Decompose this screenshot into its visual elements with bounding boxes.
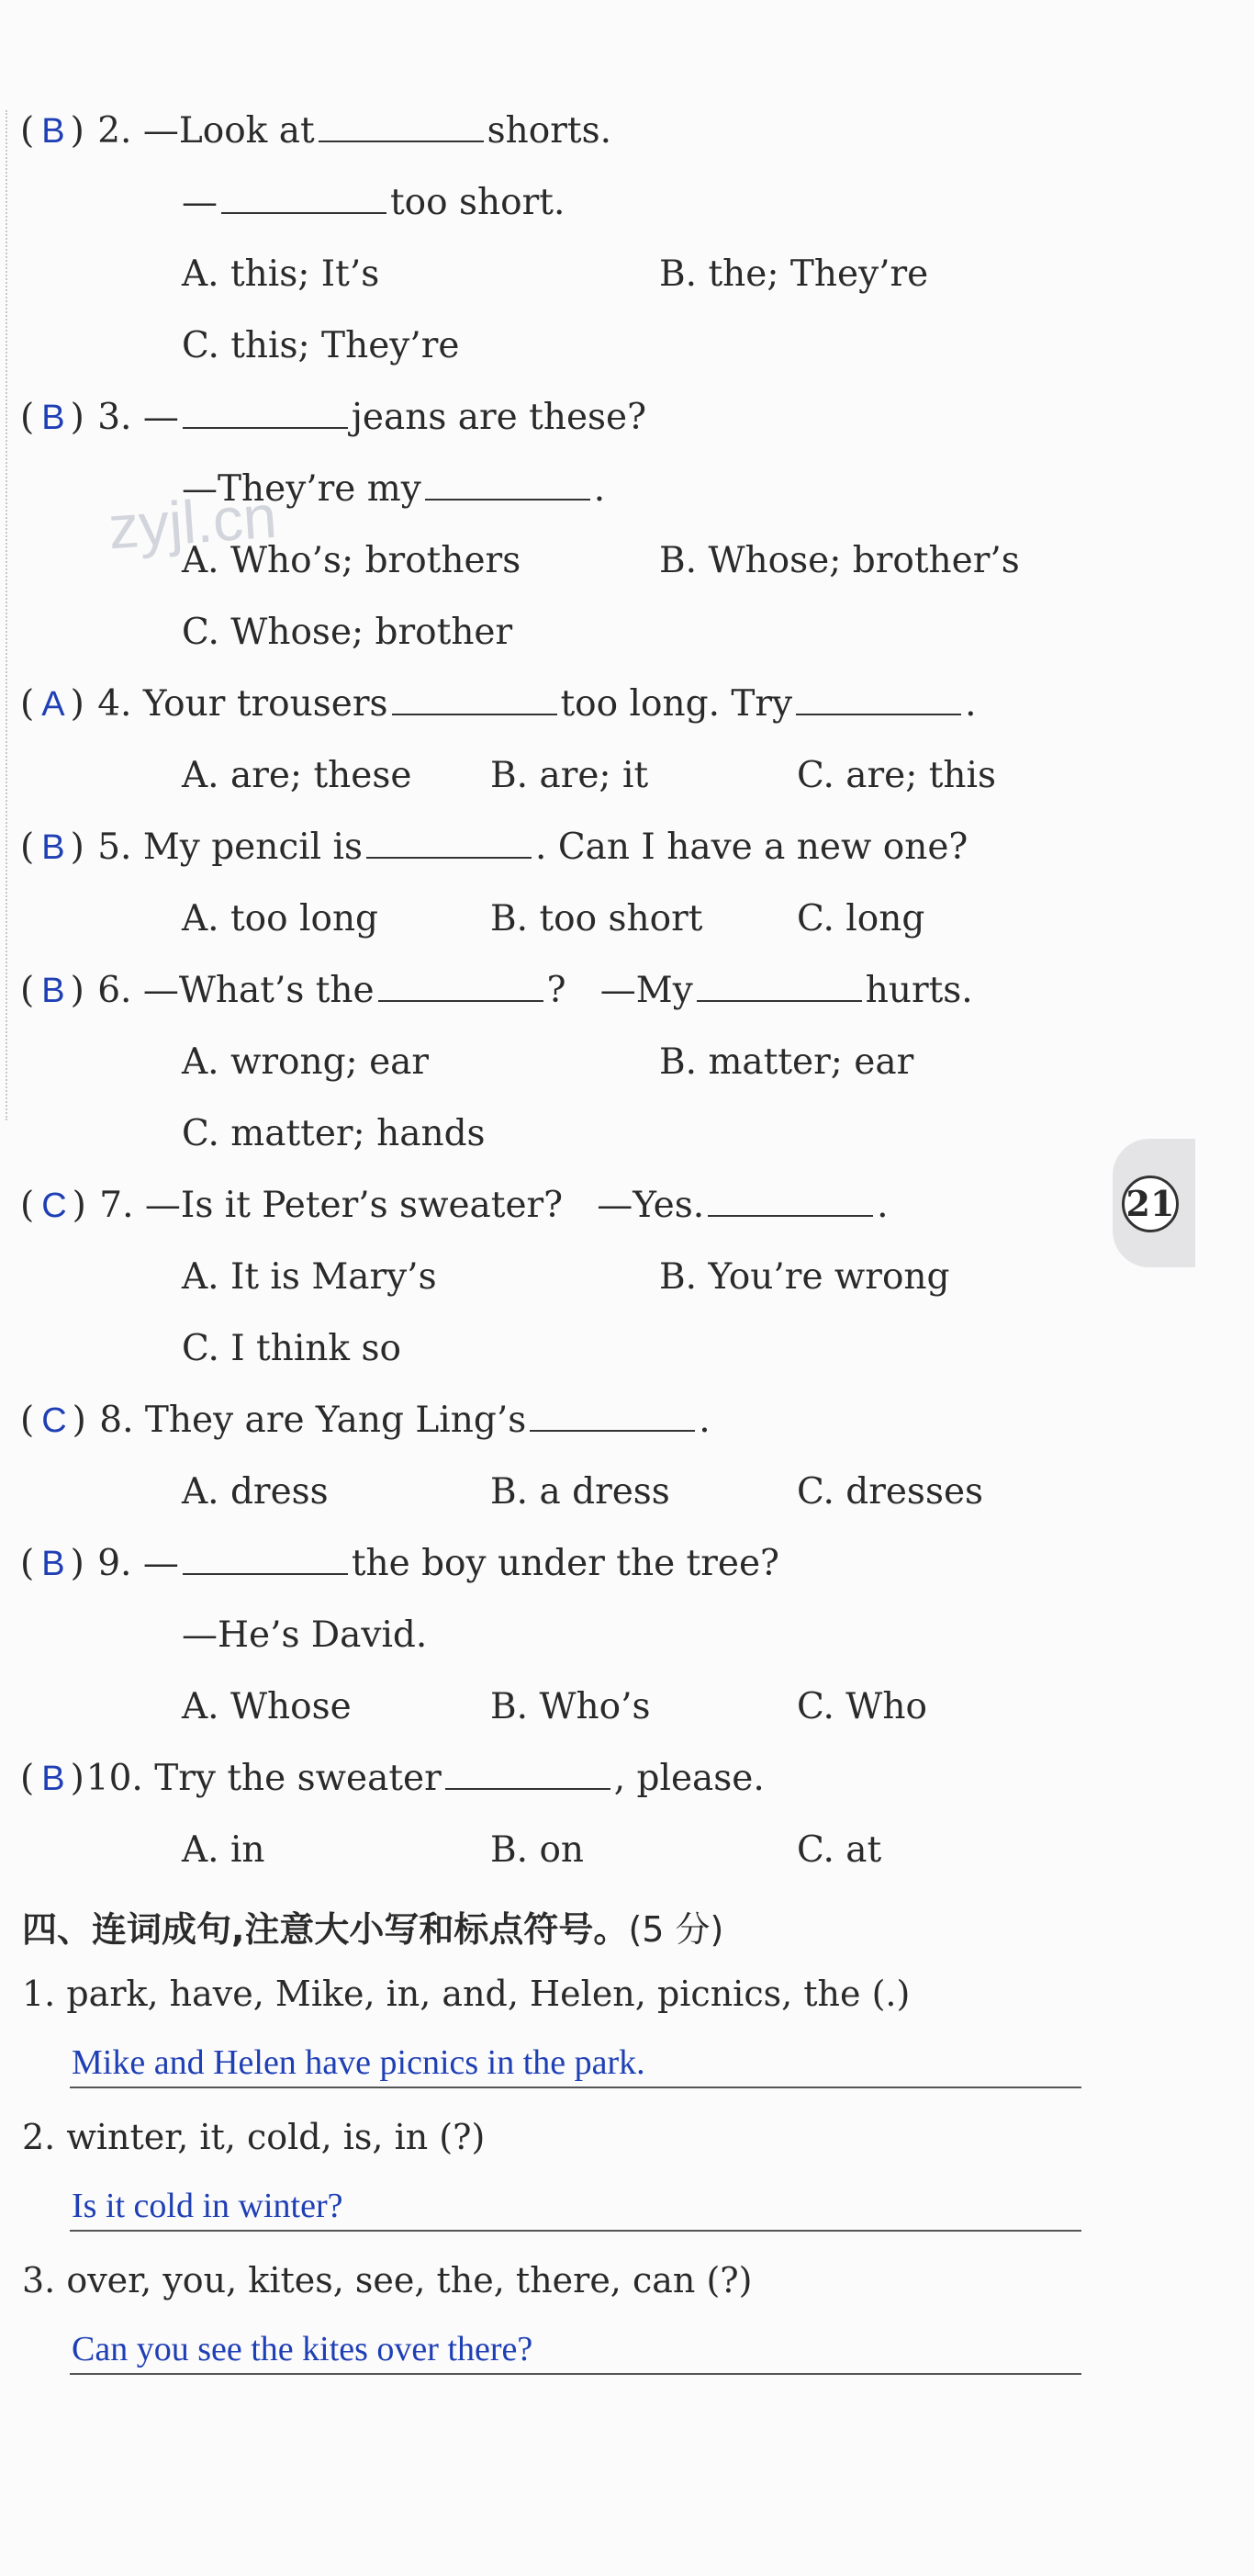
option: C. dresses — [797, 1471, 984, 1513]
answer-mark: B — [41, 828, 65, 867]
question-3: ( B ) 3. — jeans are these? — [20, 397, 647, 438]
option: B. the; They’re — [659, 253, 929, 295]
blank — [183, 399, 348, 429]
blank — [530, 1402, 695, 1432]
option: B. are; it — [490, 755, 649, 796]
option: A. too long — [182, 898, 379, 939]
option: B. on — [490, 1829, 585, 1871]
sentence-prompt: 3. over, you, kites, see, the, there, can (?) — [22, 2260, 753, 2300]
blank — [183, 1546, 348, 1575]
blank — [378, 973, 543, 1002]
question-7: ( C ) 7. —Is it Peter’s sweater? —Yes. . — [20, 1185, 889, 1226]
blank — [366, 829, 532, 859]
option: C. long — [797, 898, 925, 939]
question-9-line2: —He’s David. — [182, 1614, 428, 1656]
option: A. Who’s; brothers — [182, 540, 521, 581]
option: C. Whose; brother — [182, 612, 513, 653]
option: C. are; this — [797, 755, 997, 796]
option: C. matter; hands — [182, 1113, 486, 1154]
answer-line — [70, 2087, 1081, 2088]
option: C. Who — [797, 1686, 927, 1727]
option: B. You’re wrong — [659, 1256, 950, 1298]
written-answer: Is it cold in winter? — [72, 2187, 343, 2225]
answer-mark: B — [41, 399, 65, 437]
margin-dotted-line — [6, 110, 7, 1120]
option: C. I think so — [182, 1328, 401, 1369]
option: A. dress — [182, 1471, 329, 1513]
blank — [708, 1187, 873, 1217]
question-2: ( B ) 2. —Look at shorts. — [20, 110, 611, 152]
watermark: zyjl.cn — [106, 481, 279, 562]
question-2-line2: — too short. — [182, 182, 565, 223]
question-3-line2: —They’re my . — [182, 468, 606, 510]
page-number: 21 — [1122, 1176, 1179, 1232]
option: A. wrong; ear — [182, 1041, 430, 1083]
answer-mark: B — [41, 1545, 65, 1583]
written-answer: Can you see the kites over there? — [72, 2330, 533, 2368]
option: A. are; these — [182, 755, 412, 796]
option: B. a dress — [490, 1471, 670, 1513]
blank — [697, 973, 862, 1002]
question-5: ( B ) 5. My pencil is . Can I have a new one? — [20, 827, 968, 868]
question-8: ( C ) 8. They are Yang Ling’s . — [20, 1400, 711, 1441]
question-10: ( B )10. Try the sweater , please. — [20, 1758, 765, 1799]
answer-mark: B — [41, 1760, 65, 1798]
option: B. matter; ear — [659, 1041, 914, 1083]
option: C. this; They’re — [182, 325, 460, 366]
blank — [392, 686, 557, 715]
answer-line — [70, 2373, 1081, 2375]
answer-mark: B — [41, 972, 65, 1010]
sentence-prompt: 2. winter, it, cold, is, in (?) — [22, 2117, 486, 2157]
question-6: ( B ) 6. —What’s the ? —My hurts. — [20, 970, 973, 1011]
blank — [221, 185, 386, 214]
option: B. Whose; brother’s — [659, 540, 1020, 581]
question-4: ( A ) 4. Your trousers too long. Try . — [20, 683, 977, 725]
blank — [425, 471, 590, 501]
option: A. Whose — [182, 1686, 352, 1727]
answer-mark: C — [41, 1401, 67, 1440]
option: B. Who’s — [490, 1686, 651, 1727]
option: A. this; It’s — [182, 253, 380, 295]
answer-mark: C — [41, 1187, 67, 1225]
answer-mark: B — [41, 112, 65, 151]
answer-line — [70, 2230, 1081, 2232]
section-heading: 四、连词成句,注意大小写和标点符号。(5 分) — [22, 1909, 724, 1950]
blank — [319, 113, 484, 142]
sentence-prompt: 1. park, have, Mike, in, and, Helen, picnics, the (.) — [22, 1974, 911, 2014]
option: C. at — [797, 1829, 882, 1871]
option: B. too short — [490, 898, 703, 939]
answer-mark: A — [41, 685, 65, 724]
option: A. in — [182, 1829, 265, 1871]
blank — [796, 686, 961, 715]
option: A. It is Mary’s — [182, 1256, 437, 1298]
written-answer: Mike and Helen have picnics in the park. — [72, 2043, 645, 2082]
question-9: ( B ) 9. — the boy under the tree? — [20, 1543, 779, 1584]
blank — [445, 1760, 610, 1790]
